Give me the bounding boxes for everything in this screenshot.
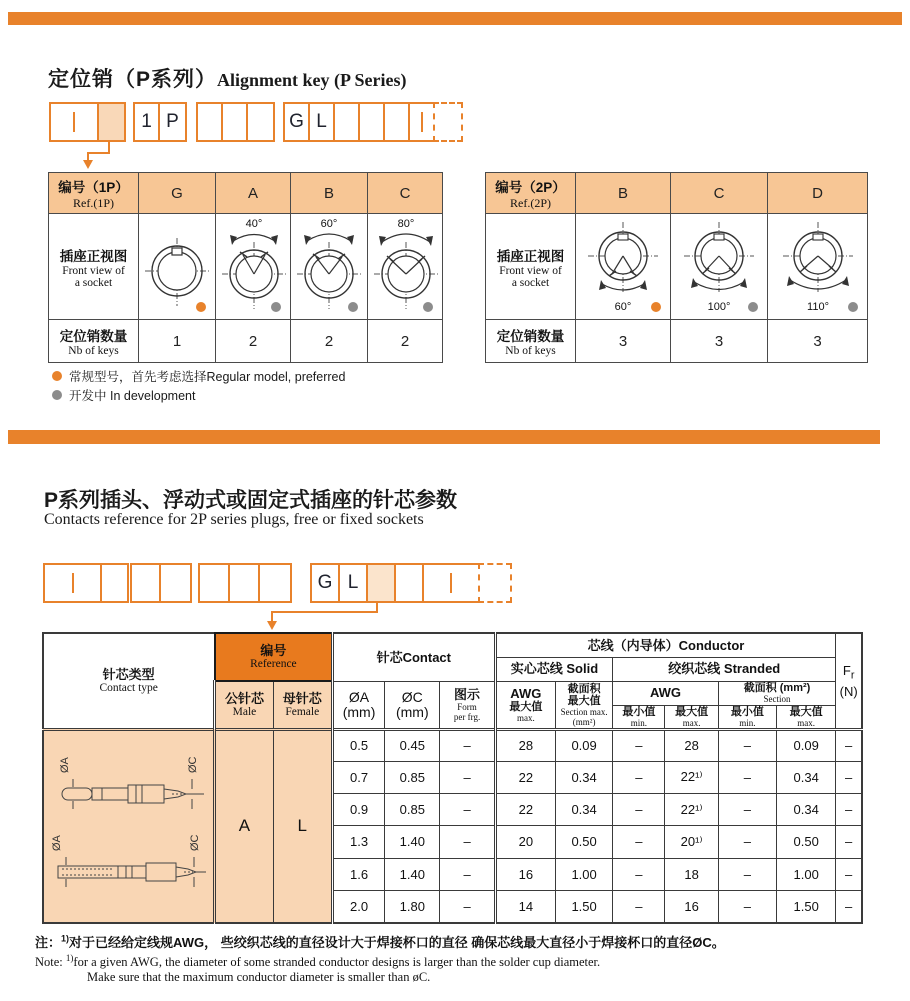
contacts-reference-table — [42, 632, 863, 924]
t2-ref-zh: 编号（2P） — [495, 179, 566, 195]
arrow1-segment — [87, 152, 89, 160]
t2-frontview-zh: 插座正视图 — [496, 248, 565, 264]
legend-dot-orange — [52, 371, 62, 381]
pn1-cell — [51, 104, 99, 140]
reference-zh: 编号 — [260, 643, 287, 658]
pn2-group2 — [130, 563, 192, 603]
t2-frontview-en2: a socket — [511, 276, 550, 289]
pn1-group3 — [196, 102, 275, 142]
table-cell: 0.34 — [555, 761, 612, 793]
conductor-label: 芯线（内导体）Conductor — [587, 637, 745, 653]
footnote-en1: Note: $^{1)}$for a given AWG, the diameter of some stranded conductor designs is larger than the solder cup diameter. — [35, 953, 601, 970]
section2-title-en: Contacts reference for 2P series plugs, free or fixed sockets — [44, 511, 424, 528]
table-cell: 16 — [495, 858, 555, 890]
table-cell: 0.09 — [777, 729, 836, 761]
table-cell: 22¹⁾ — [665, 761, 718, 793]
pn1-cell-highlight — [99, 104, 124, 140]
pn2-cell — [45, 565, 102, 601]
pn-tick — [421, 112, 423, 132]
table-cell: 0.50 — [777, 826, 836, 858]
table-cell: 0.9 — [332, 794, 384, 826]
t1-frontview-label — [49, 214, 139, 320]
table-cell: – — [718, 794, 776, 826]
arrow2-segment — [271, 611, 378, 613]
table-cell: – — [440, 858, 495, 890]
table-cell: – — [613, 794, 665, 826]
footnote-en2: Make sure that the maximum conductor diameter is smaller than øC. — [87, 970, 431, 985]
status-dot-development — [423, 302, 433, 312]
pn2-cell — [200, 565, 230, 601]
status-dot-preferred — [651, 302, 661, 312]
pn1-cell — [248, 104, 273, 140]
section1-title-en: Alignment key (P Series) — [217, 70, 407, 90]
t1-diagram-B — [291, 214, 368, 320]
table-cell: – — [613, 858, 665, 890]
pn1-dashed-cell — [433, 102, 463, 142]
arrow2-head — [267, 621, 277, 630]
force-unit: (N) — [839, 683, 858, 699]
arrow1-segment — [87, 152, 110, 154]
t1-diagram-G — [139, 214, 216, 320]
sec-max-header: 最大值 max. — [777, 705, 836, 729]
pn2-cell — [161, 565, 190, 601]
legend-development — [52, 386, 195, 404]
t2-diagram-D — [768, 214, 868, 320]
section1-title — [48, 63, 407, 93]
table-cell: – — [440, 890, 495, 922]
pn-tick — [73, 112, 75, 132]
t1-frontview-zh: 插座正视图 — [59, 248, 128, 264]
awg-stranded-header: AWG — [613, 681, 719, 705]
table-cell: 1.00 — [555, 858, 612, 890]
pn2-cell — [230, 565, 260, 601]
pn2-cell — [260, 565, 290, 601]
stranded-header: 绞织芯线 Stranded — [613, 657, 836, 681]
t1-diagram-A — [216, 214, 291, 320]
svg-text:ØA: ØA — [59, 756, 72, 773]
svg-text:ØA: ØA — [51, 834, 64, 851]
table-cell: 0.34 — [555, 794, 612, 826]
table-cell: – — [440, 761, 495, 793]
svg-text:110°: 110° — [806, 301, 829, 313]
svg-text:80°: 80° — [397, 218, 415, 230]
t2-col-C: C — [671, 173, 768, 214]
legend-preferred — [52, 367, 345, 385]
svg-text:60°: 60° — [614, 301, 632, 313]
table-cell: – — [440, 794, 495, 826]
force-sub: r — [850, 669, 855, 682]
table-cell: 0.34 — [777, 794, 836, 826]
status-dot-development — [271, 302, 281, 312]
t2-keys-C: 3 — [671, 320, 768, 363]
t1-keys-label — [49, 320, 139, 363]
t1-diagram-C — [368, 214, 443, 320]
contact-header — [332, 633, 495, 681]
table-cell: – — [440, 729, 495, 761]
alignment-key-table-2p — [485, 172, 868, 363]
table-cell: – — [718, 761, 776, 793]
table-cell: – — [718, 729, 776, 761]
table-cell: 0.34 — [777, 761, 836, 793]
reference-en: Reference — [250, 658, 297, 670]
t1-keys-G: 1 — [139, 320, 216, 363]
table-cell: – — [718, 858, 776, 890]
contact-type-drawing — [43, 729, 215, 923]
t1-ref-zh: 编号（1P） — [58, 179, 129, 195]
table-cell: – — [836, 761, 862, 793]
svg-text:ØC: ØC — [189, 834, 202, 851]
awg-max-header: 最大值 max. — [665, 705, 718, 729]
t2-ref-en: Ref.(2P) — [510, 195, 551, 210]
pn2-group3 — [198, 563, 292, 603]
legend-development-text: 开发中 In development — [69, 389, 196, 403]
t1-keys-B: 2 — [291, 320, 368, 363]
table-cell: – — [613, 761, 665, 793]
pn2-cell — [424, 565, 480, 601]
contact-type-header — [43, 633, 215, 729]
reference-male-value: A — [215, 729, 273, 923]
legend-preferred-text: 常规型号，首先考虑选择Regular model, preferred — [69, 370, 346, 384]
t2-diagram-B — [576, 214, 671, 320]
t2-keys-label — [486, 320, 576, 363]
status-dot-development — [748, 302, 758, 312]
table-cell: – — [718, 890, 776, 922]
t1-keys-zh: 定位销数量 — [59, 329, 128, 344]
section-divider-bar — [8, 430, 880, 444]
legend-dot-gray — [52, 390, 62, 400]
socket-front-view-2P-B — [578, 214, 668, 314]
table-cell: – — [613, 729, 665, 761]
pn1-cell: 1 — [135, 104, 160, 140]
dia-a-header: ØA (mm) — [332, 681, 384, 729]
t2-frontview-en1: Front view of — [499, 264, 562, 277]
svg-text:40°: 40° — [245, 218, 263, 230]
awg-solid-header: AWG 最大值 max. — [495, 681, 555, 729]
sec-min-header: 最小值 min. — [718, 705, 776, 729]
arrow1-head — [83, 160, 93, 169]
table-cell: 1.40 — [385, 858, 440, 890]
footnote — [35, 932, 895, 985]
socket-front-view-G — [139, 214, 215, 314]
table-cell: – — [836, 826, 862, 858]
t2-keys-zh: 定位销数量 — [496, 329, 565, 344]
pn1-cell: P — [166, 111, 179, 132]
pn1-cell: G — [285, 104, 310, 140]
pn1-group1 — [49, 102, 126, 142]
svg-text:ØC: ØC — [187, 756, 200, 773]
table-cell: – — [440, 826, 495, 858]
t1-keys-A: 2 — [216, 320, 291, 363]
table-cell: – — [613, 826, 665, 858]
svg-text:60°: 60° — [320, 218, 338, 230]
section2-title-zh: P系列插头、浮动式或固定式插座的针芯参数 — [44, 489, 458, 512]
pn1-group2 — [133, 102, 187, 142]
t1-frontview-en1: Front view of — [62, 264, 125, 277]
table-cell: 28 — [665, 729, 718, 761]
male-header: 公针芯 Male — [215, 681, 273, 729]
force-header — [836, 633, 862, 729]
female-header: 母针芯 Female — [273, 681, 332, 729]
table-cell: – — [613, 890, 665, 922]
pn1-cell — [385, 104, 410, 140]
table-cell: 1.00 — [777, 858, 836, 890]
pn2-cell — [396, 565, 424, 601]
pn2-cell-highlight — [368, 565, 396, 601]
table-cell: 0.09 — [555, 729, 612, 761]
section1-title-zh: 定位销（P系列） — [48, 68, 218, 91]
pn1-cell — [410, 104, 435, 140]
t1-col-C: C — [368, 173, 443, 214]
contact-type-zh: 针芯类型 — [102, 666, 155, 682]
pn-tick — [72, 573, 74, 593]
pn-tick — [450, 573, 452, 593]
pn1-cell — [223, 104, 248, 140]
t1-col-A: A — [216, 173, 291, 214]
table-cell: – — [836, 858, 862, 890]
socket-front-view-A — [216, 214, 292, 314]
table-cell: 1.50 — [777, 890, 836, 922]
table-cell: 22 — [495, 761, 555, 793]
t1-keys-C: 2 — [368, 320, 443, 363]
contact-label: 针芯Contact — [376, 649, 451, 665]
table-cell: 1.40 — [385, 826, 440, 858]
pn1-cell — [335, 104, 360, 140]
t1-col-B: B — [291, 173, 368, 214]
conductor-header — [495, 633, 836, 657]
table-cell: 1.3 — [332, 826, 384, 858]
table-cell: 16 — [665, 890, 718, 922]
socket-front-view-2P-C — [674, 214, 764, 314]
alignment-key-table-1p — [48, 172, 443, 363]
pn2-cell — [102, 565, 127, 601]
table-cell: 14 — [495, 890, 555, 922]
reference-female-value: L — [273, 729, 332, 923]
t1-keys-en: Nb of keys — [68, 345, 119, 357]
top-accent-bar — [8, 12, 902, 25]
table-cell: 22 — [495, 794, 555, 826]
pn2-dashed-cell — [478, 563, 512, 603]
t2-keys-B: 3 — [576, 320, 671, 363]
table-cell: 1.6 — [332, 858, 384, 890]
pn1-cell: L — [310, 104, 335, 140]
pn2-group1 — [43, 563, 129, 603]
pn1-cell — [360, 104, 385, 140]
pn2-cell: G — [312, 565, 340, 601]
contact-type-en: Contact type — [99, 681, 158, 694]
socket-front-view-B — [291, 214, 367, 314]
table-cell: 18 — [665, 858, 718, 890]
table-cell: – — [836, 890, 862, 922]
table-cell: – — [836, 794, 862, 826]
table-cell: 1.80 — [385, 890, 440, 922]
t2-ref-header — [486, 173, 576, 214]
contact-pins-drawing — [46, 731, 211, 917]
status-dot-development — [348, 302, 358, 312]
table-cell: 1.50 — [555, 890, 612, 922]
pn2-cell — [132, 565, 161, 601]
dia-c-header: ØC (mm) — [385, 681, 440, 729]
table-cell: 28 — [495, 729, 555, 761]
section-stranded-header: 截面积 (mm²) Section — [718, 681, 836, 705]
reference-header — [215, 633, 333, 681]
table-cell: 0.7 — [332, 761, 384, 793]
status-dot-development — [848, 302, 858, 312]
table-cell: 0.5 — [332, 729, 384, 761]
t2-keys-en: Nb of keys — [505, 345, 556, 357]
table-cell: 0.85 — [385, 794, 440, 826]
t2-diagram-C — [671, 214, 768, 320]
t1-frontview-en2: a socket — [74, 276, 113, 289]
awg-min-header: 最小值 min. — [613, 705, 665, 729]
force-f: F — [842, 662, 851, 678]
t2-frontview-label — [486, 214, 576, 320]
t1-ref-header — [49, 173, 139, 214]
arrow2-segment — [271, 611, 273, 621]
t2-col-D: D — [768, 173, 868, 214]
pn2-cell: L — [340, 565, 368, 601]
table-cell: 20 — [495, 826, 555, 858]
footnote-zh: 注：$^{1)}$对于已经给定线规AWG， 些绞织芯线的直径设计大于焊接杯口的直径 确保芯线最大直径小于焊接杯口的直径ØC。 — [35, 933, 725, 950]
t2-col-B: B — [576, 173, 671, 214]
table-cell: 2.0 — [332, 890, 384, 922]
socket-front-view-2P-D — [773, 214, 863, 314]
t1-ref-en: Ref.(1P) — [73, 195, 114, 210]
t1-col-G: G — [139, 173, 216, 214]
socket-front-view-C — [368, 214, 444, 314]
table-cell: 0.50 — [555, 826, 612, 858]
solid-header: 实心芯线 Solid — [495, 657, 613, 681]
table-cell: 22¹⁾ — [665, 794, 718, 826]
table-cell: 0.85 — [385, 761, 440, 793]
table-cell: – — [718, 826, 776, 858]
section-solid-header: 截面积 最大值 Section max. (mm²) — [555, 681, 612, 729]
form-header: 图示 Form per frg. — [440, 681, 495, 729]
pn1-group4 — [283, 102, 437, 142]
table-cell: 20¹⁾ — [665, 826, 718, 858]
t2-keys-D: 3 — [768, 320, 868, 363]
pn1-cell — [198, 104, 223, 140]
status-dot-preferred — [196, 302, 206, 312]
pn2-group4 — [310, 563, 482, 603]
table-cell: 0.45 — [385, 729, 440, 761]
svg-text:100°: 100° — [707, 301, 731, 313]
table-cell: – — [836, 729, 862, 761]
